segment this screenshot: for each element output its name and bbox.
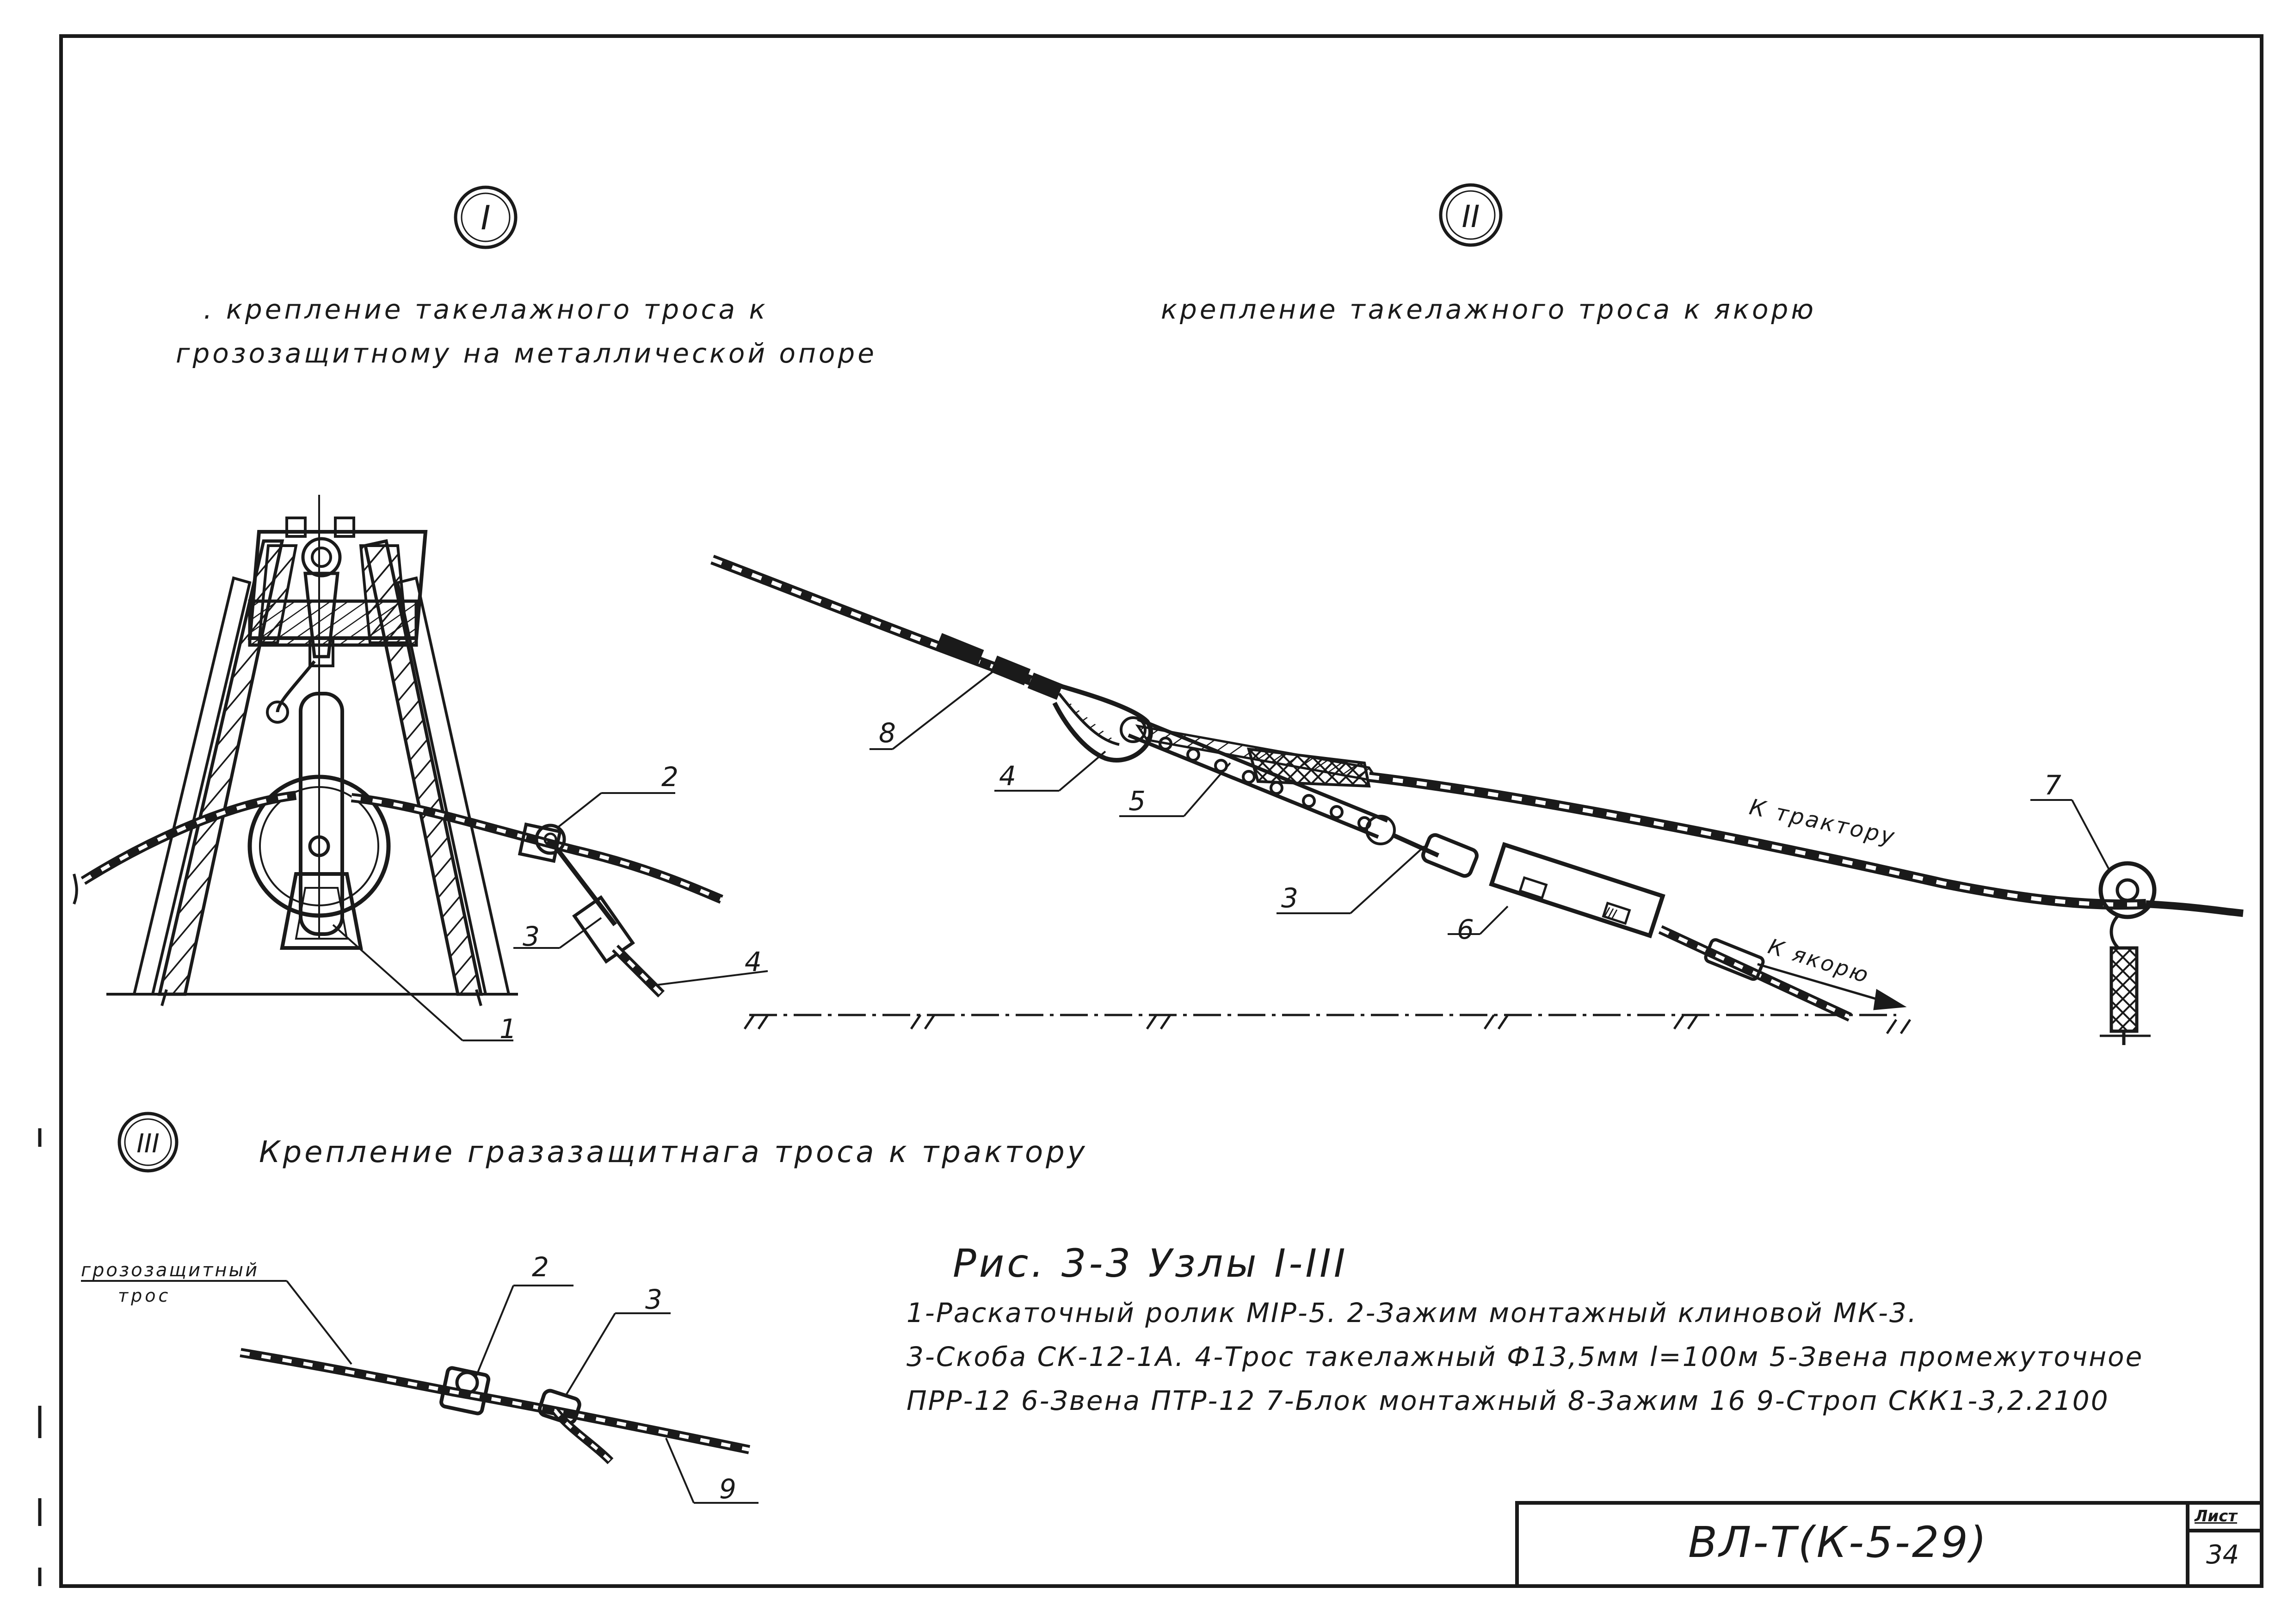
node-markers: [119, 185, 1501, 1171]
node3-numeral: III: [136, 1129, 160, 1159]
sheet-number: 34: [2206, 1540, 2239, 1570]
node1-label-roller: 1: [500, 1013, 517, 1045]
node1-label-clamp: 2: [661, 761, 678, 793]
drawing-designation: ВЛ-Т(К-5-29): [1688, 1518, 1988, 1567]
node1-label-shackle: 3: [523, 921, 540, 952]
caption-line-1: 1-Раскаточный ролик МIР-5. 2-Зажим монтажный клиновой МК-3.: [906, 1297, 1918, 1329]
caption-title: Рис. 3-3 Узлы I-III: [953, 1241, 1348, 1286]
node2-label-link-prr: 5: [1128, 785, 1146, 817]
node2-label-to-anchor: К якорю: [1765, 933, 1873, 988]
node3-label-shackle: 3: [645, 1284, 662, 1315]
node3-label-sling: 9: [719, 1473, 736, 1505]
node2-title: крепление такелажного троса к якорю: [1161, 294, 1817, 325]
node3-title: Крепление гразазащитнага троса к трактору: [259, 1135, 1088, 1169]
node3-label-ground-wire-1: грозозащитный: [81, 1260, 259, 1281]
node1-title-line-2: грозозащитному на металлической опоре: [176, 338, 877, 369]
caption-line-2: 3-Скоба СК-12-1А. 4-Трос такелажный Ф13,5мм l=100м 5-Звена промежуточное: [906, 1341, 2144, 1372]
node1-title-line-1: . крепление такелажного троса к: [204, 294, 768, 325]
node3-label-clamp: 2: [532, 1251, 549, 1283]
node2-label-shackle: 3: [1281, 882, 1298, 914]
node3-label-ground-wire-2: трос: [118, 1286, 171, 1306]
node2-label-block: 7: [2044, 769, 2061, 801]
node2-label-link-mark: III: [1603, 904, 1619, 923]
node2-label-clamp16: 8: [879, 717, 896, 749]
node1-label-rigging-rope: 4: [745, 946, 762, 978]
node2-label-to-tractor: К трактору: [1747, 794, 1899, 850]
node2-numeral: II: [1462, 199, 1480, 234]
caption-line-3: ПРР-12 6-Звена ПТР-12 7-Блок монтажный 8-Зажим 16 9-Строп СКК1-3,2.2100: [906, 1385, 2109, 1416]
node2-drawing: [712, 560, 2243, 1045]
node2-label-link-ptr: 6: [1457, 914, 1474, 945]
node1-numeral: I: [481, 198, 491, 237]
sheet-label: Лист: [2195, 1507, 2237, 1526]
node2-label-rigging-rope: 4: [999, 760, 1016, 792]
